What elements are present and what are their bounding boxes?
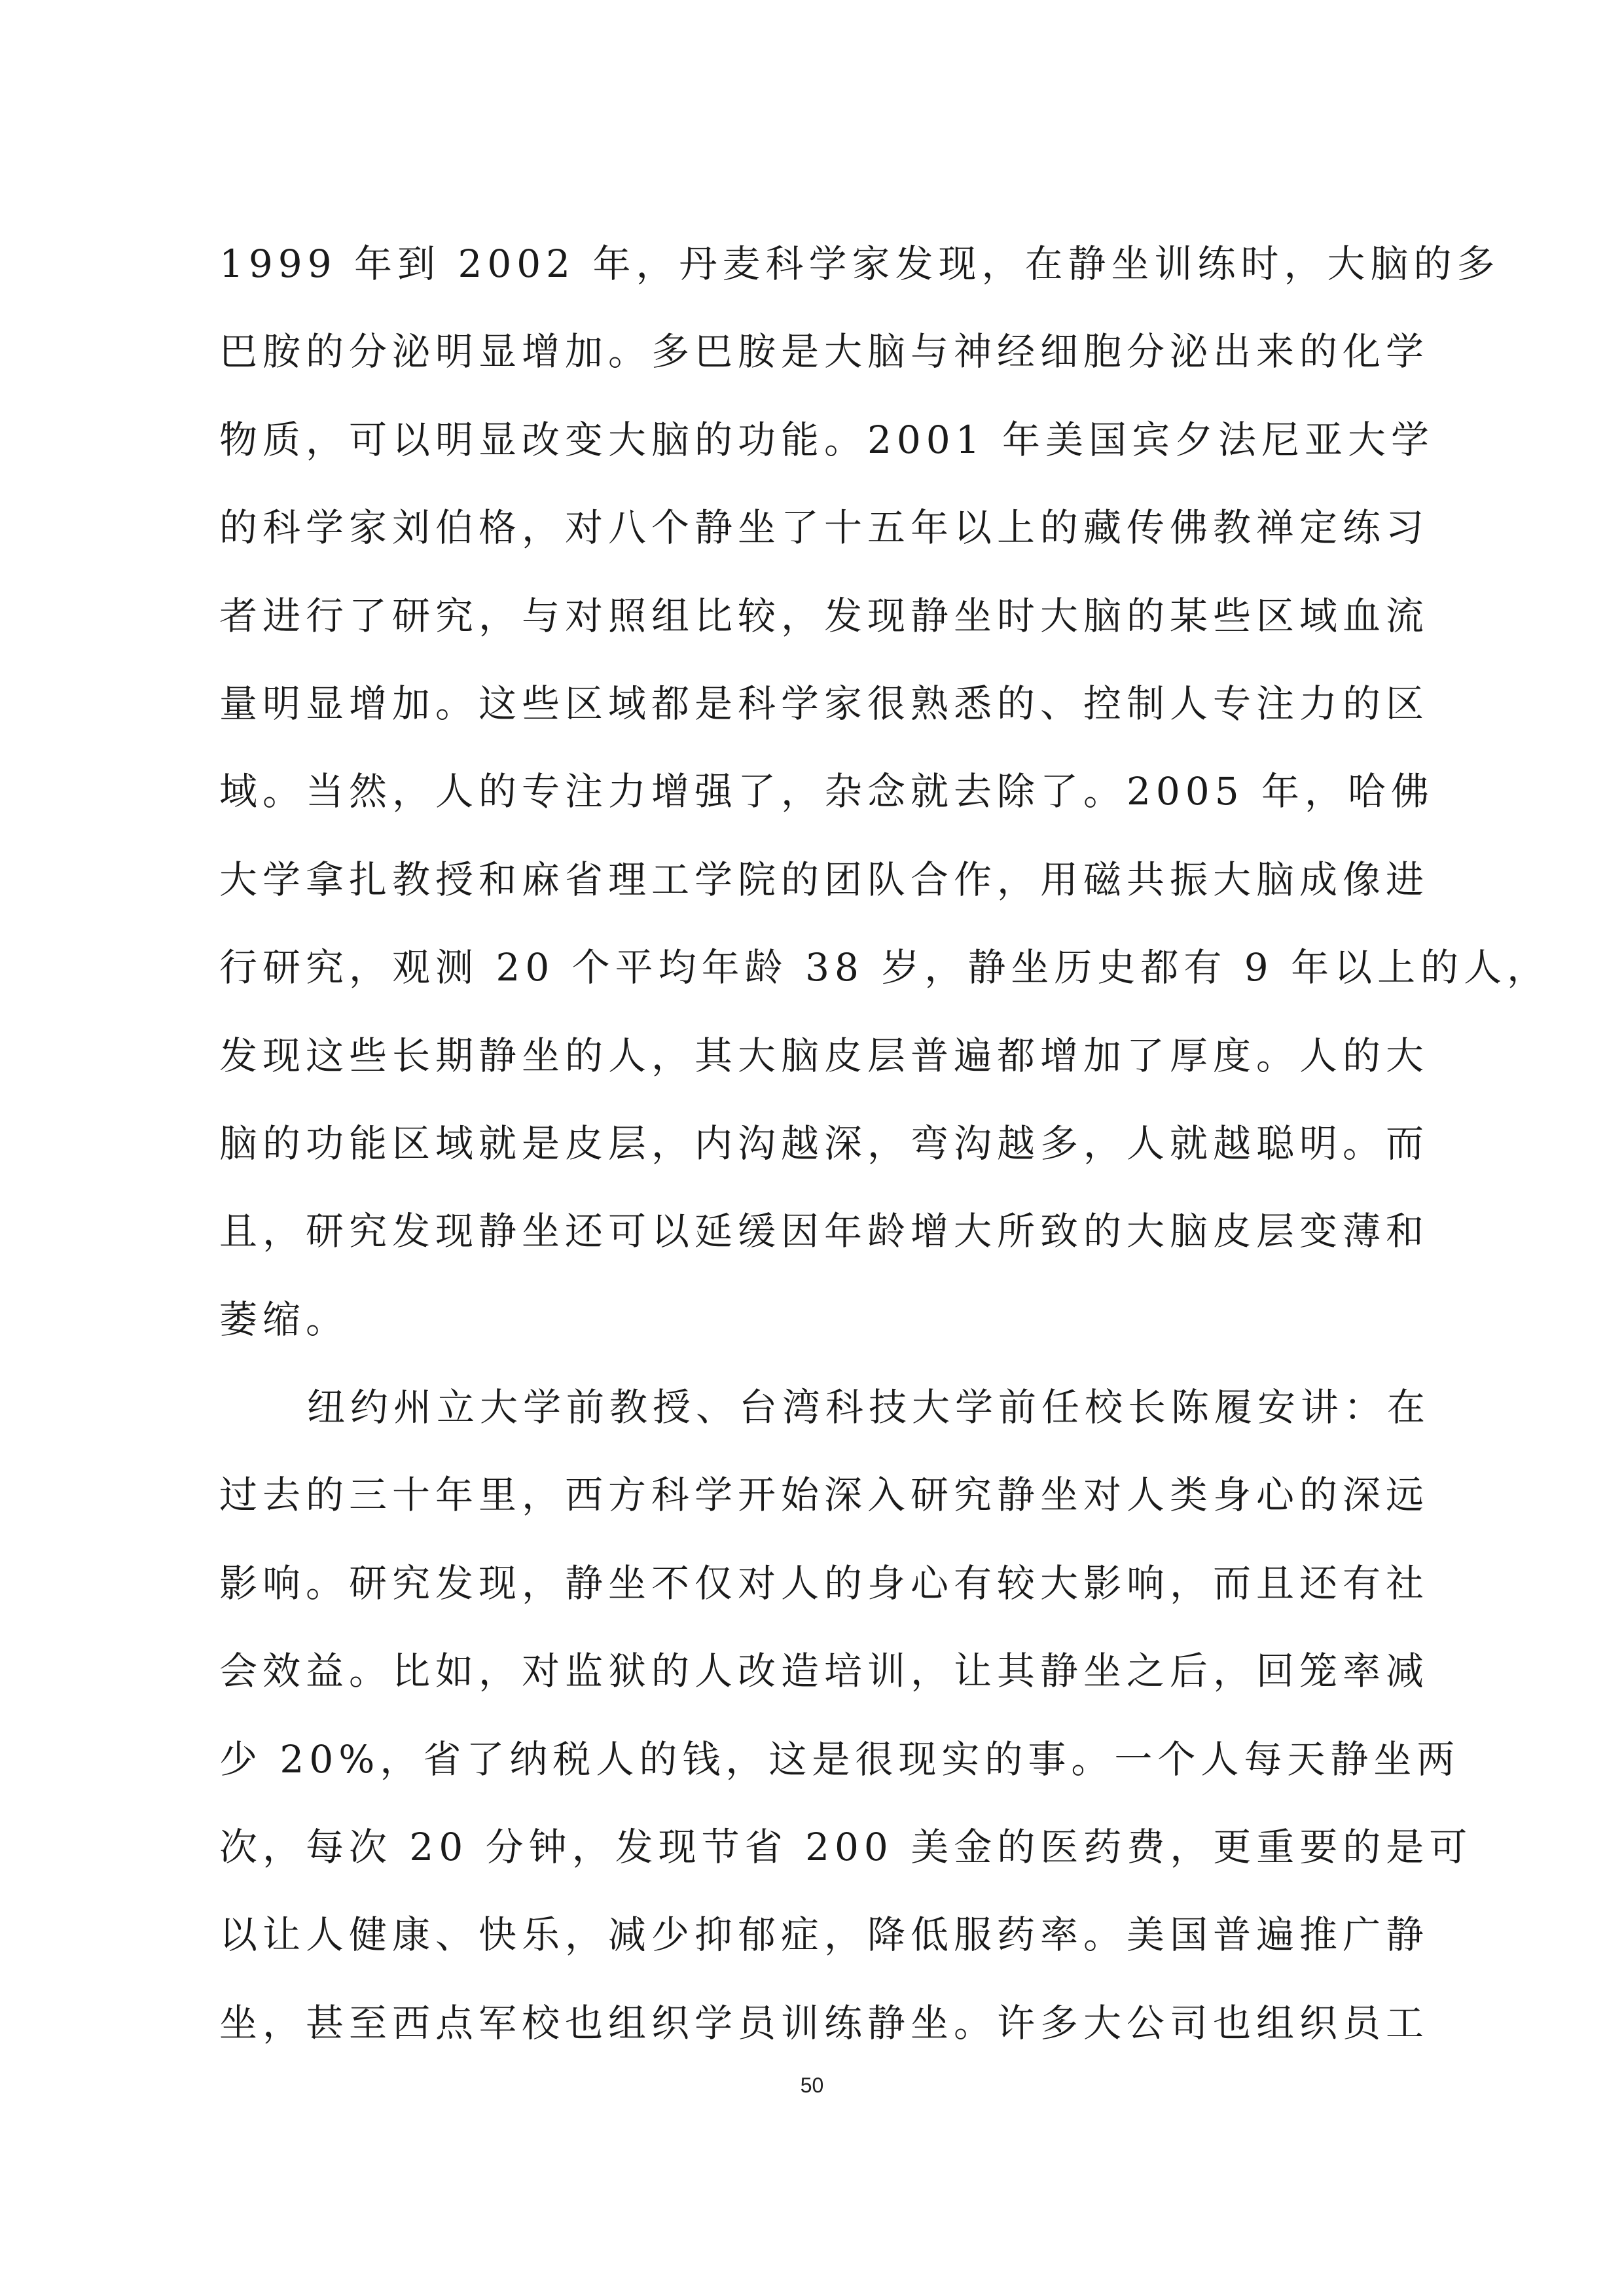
text-line: 巴胺的分泌明显增加。多巴胺是大脑与神经细胞分泌出来的化学 xyxy=(219,329,1430,374)
text-line: 发现这些长期静坐的人，其大脑皮层普遍都增加了厚度。人的大 xyxy=(219,1033,1430,1078)
text-line: 量明显增加。这些区域都是科学家很熟悉的、控制人专注力的区 xyxy=(219,681,1430,726)
body-text xyxy=(219,220,1551,2067)
text-line: 坐，甚至西点军校也组织学员训练静坐。许多大公司也组织员工 xyxy=(219,2000,1430,2045)
paragraph-1 xyxy=(219,220,1551,1363)
text-line: 的科学家刘伯格，对八个静坐了十五年以上的藏传佛教禅定练习 xyxy=(219,505,1430,550)
text-line: 次，每次 20 分钟，发现节省 200 美金的医药费，更重要的是可 xyxy=(219,1825,1473,1870)
page-number: 50 xyxy=(800,2073,824,2097)
text-line: 少 20%，省了纳税人的钱，这是很现实的事。一个人每天静坐两 xyxy=(219,1736,1460,1782)
text-line: 行研究，观测 20 个平均年龄 38 岁，静坐历史都有 9 年以上的人， xyxy=(219,945,1551,990)
text-line: 者进行了研究，与对照组比较，发现静坐时大脑的某些区域血流 xyxy=(219,593,1430,638)
text-line: 萎缩。 xyxy=(219,1297,350,1342)
text-line: 以让人健康、快乐，减少抑郁症，降低服药率。美国普遍推广静 xyxy=(219,1912,1430,1958)
text-line: 1999 年到 2002 年，丹麦科学家发现，在静坐训练时，大脑的多 xyxy=(219,242,1500,286)
text-line: 脑的功能区域就是皮层，内沟越深，弯沟越多，人就越聪明。而 xyxy=(219,1121,1430,1166)
text-line: 域。当然，人的专注力增强了，杂念就去除了。2005 年，哈佛 xyxy=(219,769,1435,814)
text-line: 物质，可以明显改变大脑的功能。2001 年美国宾夕法尼亚大学 xyxy=(219,417,1435,462)
paragraph-2 xyxy=(219,1363,1473,2067)
text-line: 影响。研究发现，静坐不仅对人的身心有较大影响，而且还有社 xyxy=(219,1560,1430,1605)
text-line: 大学拿扎教授和麻省理工学院的团队合作，用磁共振大脑成像进 xyxy=(219,857,1430,902)
text-line: 会效益。比如，对监狱的人改造培训，让其静坐之后，回笼率减 xyxy=(219,1649,1430,1694)
text-line: 且，研究发现静坐还可以延缓因年龄增大所致的大脑皮层变薄和 xyxy=(219,1209,1430,1254)
text-line: 过去的三十年里，西方科学开始深入研究静坐对人类身心的深远 xyxy=(219,1473,1430,1518)
text-line: 纽约州立大学前教授、台湾科技大学前任校长陈履安讲：在 xyxy=(307,1385,1431,1430)
